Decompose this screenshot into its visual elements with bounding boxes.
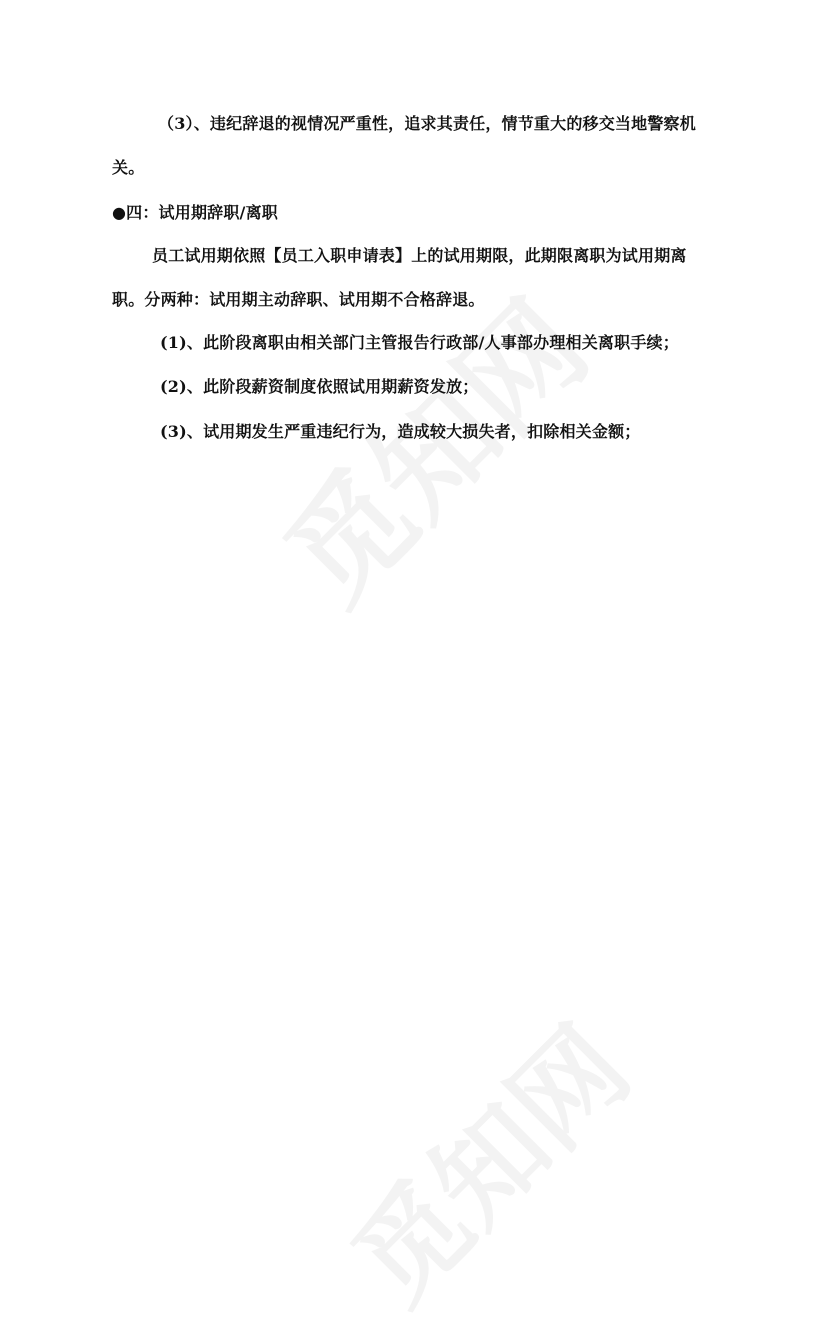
paragraph-line: 职。分两种：试用期主动辞职、试用期不合格辞退。 <box>112 290 485 309</box>
paragraph-line: 员工试用期依照【员工入职申请表】上的试用期限，此期限离职为试用期离 <box>152 246 687 265</box>
section-heading: ●四：试用期辞职/离职 <box>112 203 279 222</box>
paragraph-line: （3）、违纪辞退的视情况严重性，追求其责任，情节重大的移交当地警察机 <box>158 114 696 133</box>
watermark <box>312 986 657 1331</box>
list-item: (1)、此阶段离职由相关部门主管报告行政部/人事部办理相关离职手续； <box>160 333 679 352</box>
list-item: (2)、此阶段薪资制度依照试用期薪资发放； <box>160 377 479 396</box>
paragraph-line: 关。 <box>112 158 145 177</box>
list-item: (3)、试用期发生严重违纪行为，造成较大损失者，扣除相关金额； <box>160 422 641 441</box>
watermark <box>242 258 618 634</box>
